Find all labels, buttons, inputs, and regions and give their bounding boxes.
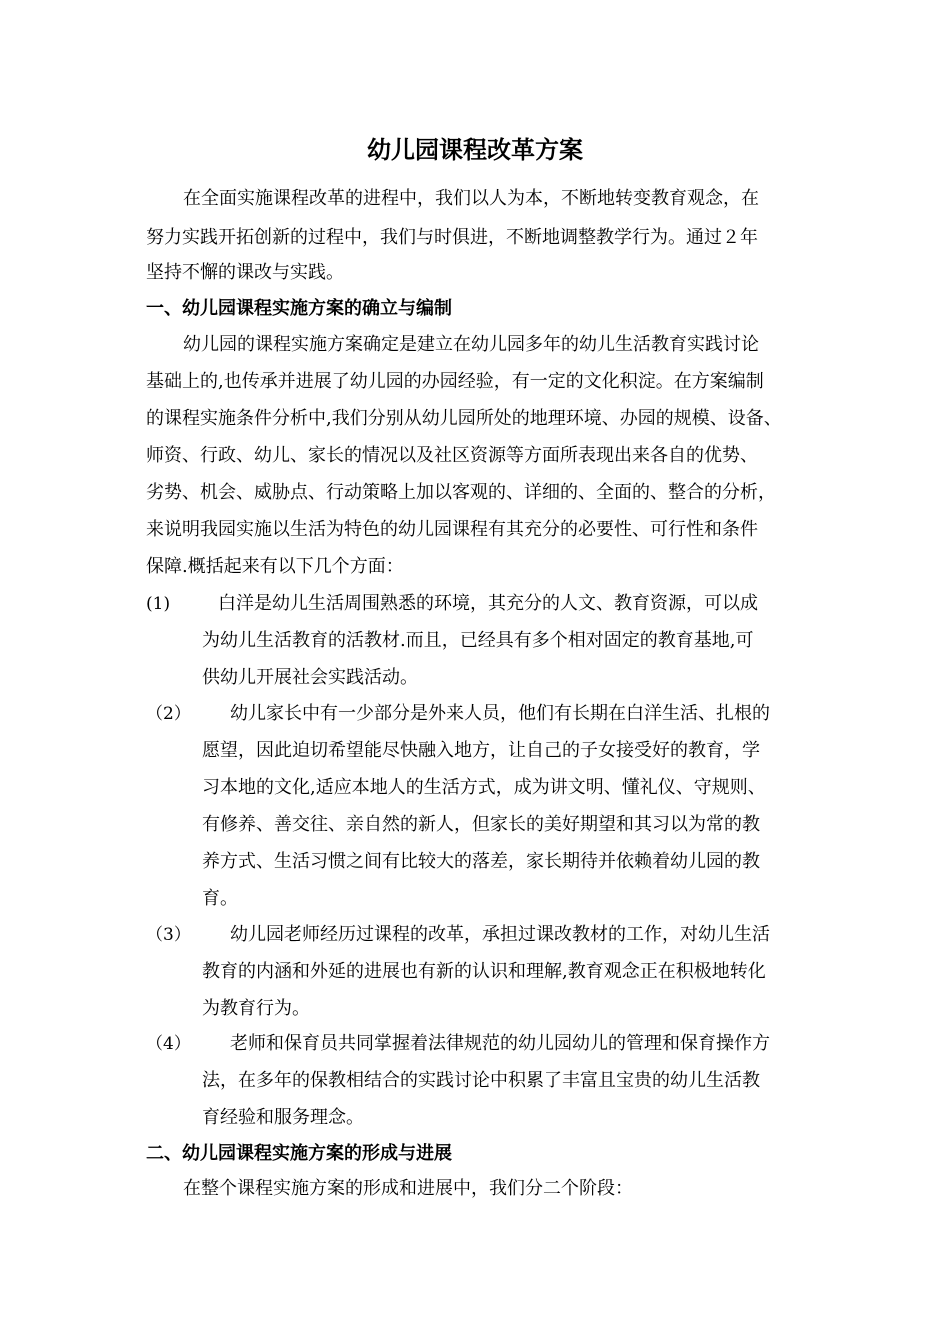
section-1-paragraph-line: 来说明我园实施以生活为特色的幼儿园课程有其充分的必要性、可行性和条件 — [146, 519, 758, 540]
list-item-line: 为幼儿生活教育的活教材.而且，已经具有多个相对固定的教育基地,可 — [202, 630, 754, 651]
list-item-line: 法，在多年的保教相结合的实践讨论中积累了丰富且宝贵的幼儿生活教 — [202, 1070, 760, 1091]
list-item-line: 白洋是幼儿生活周围熟悉的环境，其充分的人文、教育资源，可以成 — [218, 593, 758, 614]
list-item-line: 习本地的文化,适应本地人的生活方式，成为讲文明、懂礼仪、守规则、 — [202, 777, 766, 798]
list-item-line: 愿望，因此迫切希望能尽快融入地方，让自己的子女接受好的教育，学 — [202, 740, 760, 761]
list-item-line: 养方式、生活习惯之间有比较大的落差，家长期待并依赖着幼儿园的教 — [202, 851, 760, 872]
section-1-paragraph-line: 幼儿园的课程实施方案确定是建立在幼儿园多年的幼儿生活教育实践讨论 — [183, 334, 759, 355]
list-item-number: (1) — [146, 594, 171, 614]
list-item-line: 供幼儿开展社会实践活动。 — [202, 667, 418, 688]
list-item-line: 育。 — [202, 888, 238, 909]
section-2-paragraph-line: 在整个课程实施方案的形成和进展中，我们分二个阶段： — [183, 1178, 633, 1199]
document-title: 幼儿园课程改革方案 — [367, 135, 583, 164]
section-1-paragraph-line: 的课程实施条件分析中,我们分别从幼儿园所处的地理环境、办园的规模、设备、 — [146, 408, 782, 429]
intro-line: 坚持不懈的课改与实践。 — [146, 262, 344, 283]
list-item-line: 幼儿家长中有一少部分是外来人员，他们有长期在白洋生活、扎根的 — [230, 703, 770, 724]
list-item-line: 老师和保育员共同掌握着法律规范的幼儿园幼儿的管理和保育操作方 — [230, 1033, 770, 1054]
list-item-number: （2） — [146, 704, 191, 724]
list-item-line: 育经验和服务理念。 — [202, 1107, 364, 1128]
section-2-heading: 二、幼儿园课程实施方案的形成与进展 — [146, 1143, 452, 1164]
list-item-line: 教育的内涵和外延的进展也有新的认识和理解,教育观念正在积极地转化 — [202, 961, 766, 982]
intro-line: 在全面实施课程改革的进程中，我们以人为本，不断地转变教育观念，在 — [183, 188, 759, 209]
section-1-paragraph-line: 劣势、机会、威胁点、行动策略上加以客观的、详细的、全面的、整合的分析， — [146, 482, 776, 503]
list-item-line: 幼儿园老师经历过课程的改革，承担过课改教材的工作，对幼儿生活 — [230, 924, 770, 945]
section-1-paragraph-line: 保障.概括起来有以下几个方面： — [146, 556, 404, 577]
list-item-number: （4） — [146, 1034, 191, 1054]
section-1-paragraph-line: 基础上的,也传承并进展了幼儿园的办园经验，有一定的文化积淀。在方案编制 — [146, 371, 764, 392]
list-item-line: 有修养、善交往、亲自然的新人，但家长的美好期望和其习以为常的教 — [202, 814, 760, 835]
list-item-line: 为教育行为。 — [202, 998, 310, 1019]
section-1-heading: 一、幼儿园课程实施方案的确立与编制 — [146, 298, 452, 319]
list-item-number: （3） — [146, 925, 191, 945]
section-1-paragraph-line: 师资、行政、幼儿、家长的情况以及社区资源等方面所表现出来各自的优势、 — [146, 445, 758, 466]
intro-line: 努力实践开拓创新的过程中，我们与时俱进，不断地调整教学行为。通过２年 — [146, 227, 758, 248]
